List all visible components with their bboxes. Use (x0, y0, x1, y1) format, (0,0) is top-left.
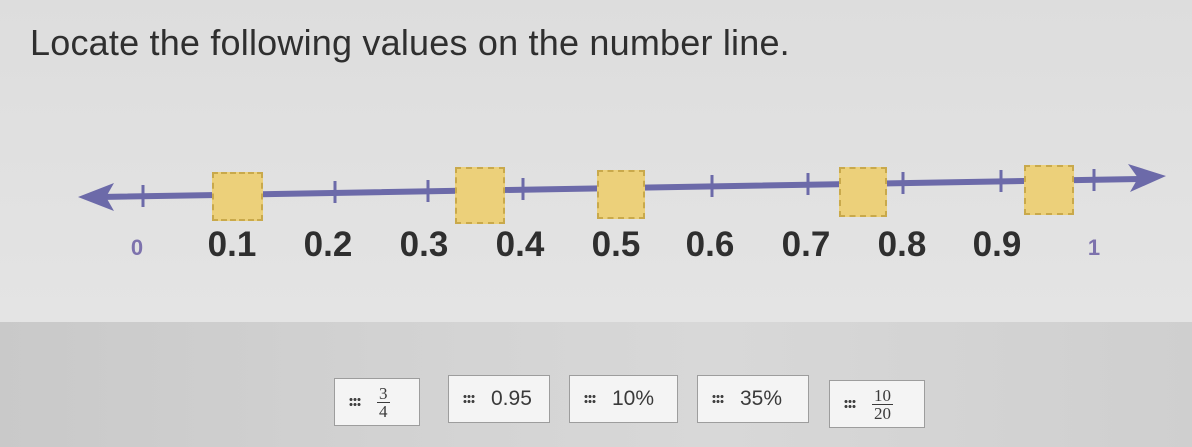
drag-grip-icon (463, 394, 475, 404)
tick-label: 0 (130, 235, 144, 260)
drop-target[interactable] (212, 172, 263, 221)
tick-label: 0.7 (781, 225, 831, 264)
drag-grip-icon (712, 394, 724, 404)
fraction-denominator: 4 (379, 401, 388, 421)
drag-grip-icon (349, 397, 361, 407)
drag-grip-icon (584, 394, 596, 404)
answer-chip-0-95[interactable] (448, 375, 550, 423)
tick-label: 0.3 (399, 225, 449, 264)
answer-chip-10-percent[interactable] (569, 375, 678, 423)
tick-label: 0.1 (207, 225, 257, 264)
drag-grip-icon (844, 399, 856, 409)
chip-label: 10% (612, 387, 655, 410)
drop-target[interactable] (1024, 165, 1074, 215)
drop-target[interactable] (597, 170, 645, 219)
tick-label: 0.9 (972, 225, 1022, 264)
answer-chip-ten-twentieths[interactable] (829, 380, 925, 428)
fraction-numerator: 10 (874, 385, 891, 405)
tick-label: 1 (1087, 235, 1101, 260)
chip-label: 0.95 (491, 387, 532, 410)
number-line (0, 150, 1192, 220)
answer-chip-35-percent[interactable] (697, 375, 809, 423)
fraction (377, 385, 390, 420)
answer-chip-three-fourths[interactable] (334, 378, 420, 426)
tick-labels (0, 225, 1192, 275)
drop-target[interactable] (839, 167, 887, 217)
chip-label: 35% (740, 387, 783, 410)
drop-target[interactable] (455, 167, 505, 224)
tick-label: 0.2 (303, 225, 353, 264)
fraction (872, 387, 893, 422)
tick-label: 0.6 (685, 225, 735, 264)
tick-label: 0.5 (591, 225, 641, 264)
tick-label: 0.8 (877, 225, 927, 264)
question-prompt: Locate the following values on the number line. (30, 22, 790, 63)
tick-label: 0.4 (495, 225, 545, 264)
fraction-denominator: 20 (874, 403, 891, 423)
fraction-numerator: 3 (379, 383, 388, 403)
